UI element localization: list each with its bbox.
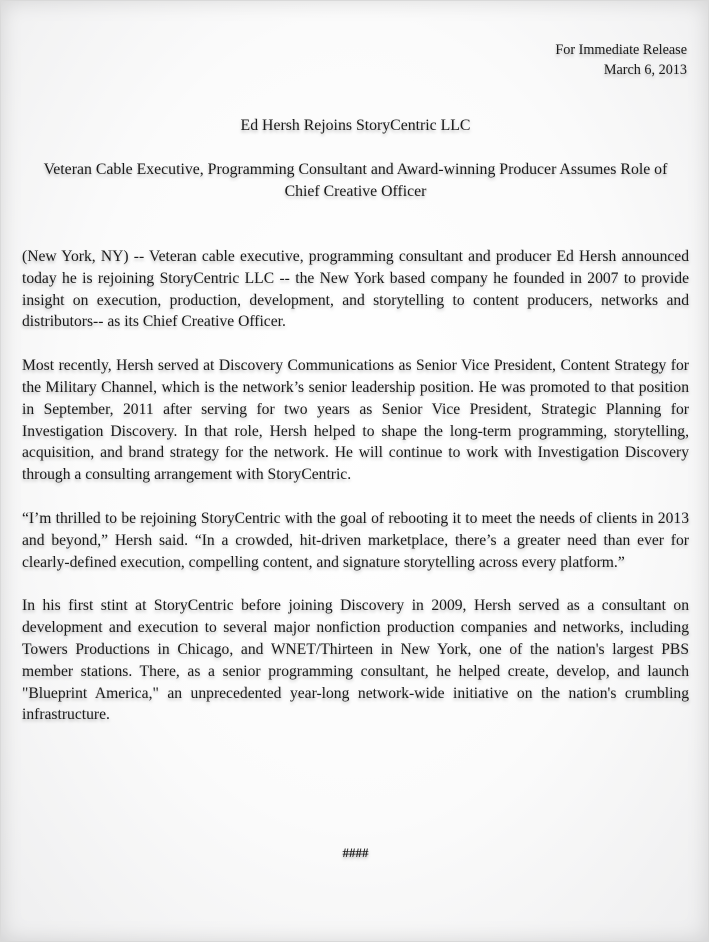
- paragraph-first-stint: In his first stint at StoryCentric before joining Discovery in 2009, Hersh served as a consultant on development and execution to several major nonfiction production companies and networks, including Towers Productions in Chicago, and WNET/Thirteen in New York, one of the nation's largest PBS member stations. There, as a senior programming consultant, he helped create, develop, and launch "Blueprint America," an unprecedented year-long network-wide initiative on the nation's crumbling infrastructure.: [22, 597, 689, 724]
- release-label: For Immediate Release: [555, 42, 687, 58]
- paragraph-quote: “I’m thrilled to be rejoining StoryCentric with the goal of rebooting it to meet the needs of clients in 2013 and beyond,” Hersh said. “In a crowded, hit-driven marketplace, there’s a greater need than ever for clearly-defined execution, compelling content, and signature storytelling across every platform.”: [22, 509, 689, 571]
- paragraph-discovery: Most recently, Hersh served at Discovery Communications as Senior Vice President, Content Strategy for the Military Channel, which is the network’s senior leadership position. He was promoted to that position in September, 2011 after serving for two years as Senior Vice President, Strategic Planning for Investigation Discovery. In that role, Hersh helped to shape the long-term programming, storytelling, acquisition, and brand strategy for the network. He will continue to work with Investigation Discovery through a consulting arrangement with StoryCentric.: [22, 357, 689, 484]
- headline: Ed Hersh Rejoins StoryCentric LLC: [240, 117, 471, 134]
- release-date: March 6, 2013: [603, 61, 687, 78]
- release-info: [555, 41, 687, 80]
- end-mark: ####: [342, 845, 369, 860]
- body-text: [22, 246, 689, 748]
- subheadline: Veteran Cable Executive, Programming Consultant and Award-winning Producer Assumes Role of Chief Creative Officer: [43, 161, 668, 200]
- paragraph-intro: (New York, NY) -- Veteran cable executive, programming consultant and producer Ed Hersh announced today he is rejoining StoryCentric LLC -- the New York based company he founded in 2007 to provide insight on execution, production, development, and storytelling to content producers, networks and distributors-- as its Chief Creative Officer.: [22, 248, 689, 331]
